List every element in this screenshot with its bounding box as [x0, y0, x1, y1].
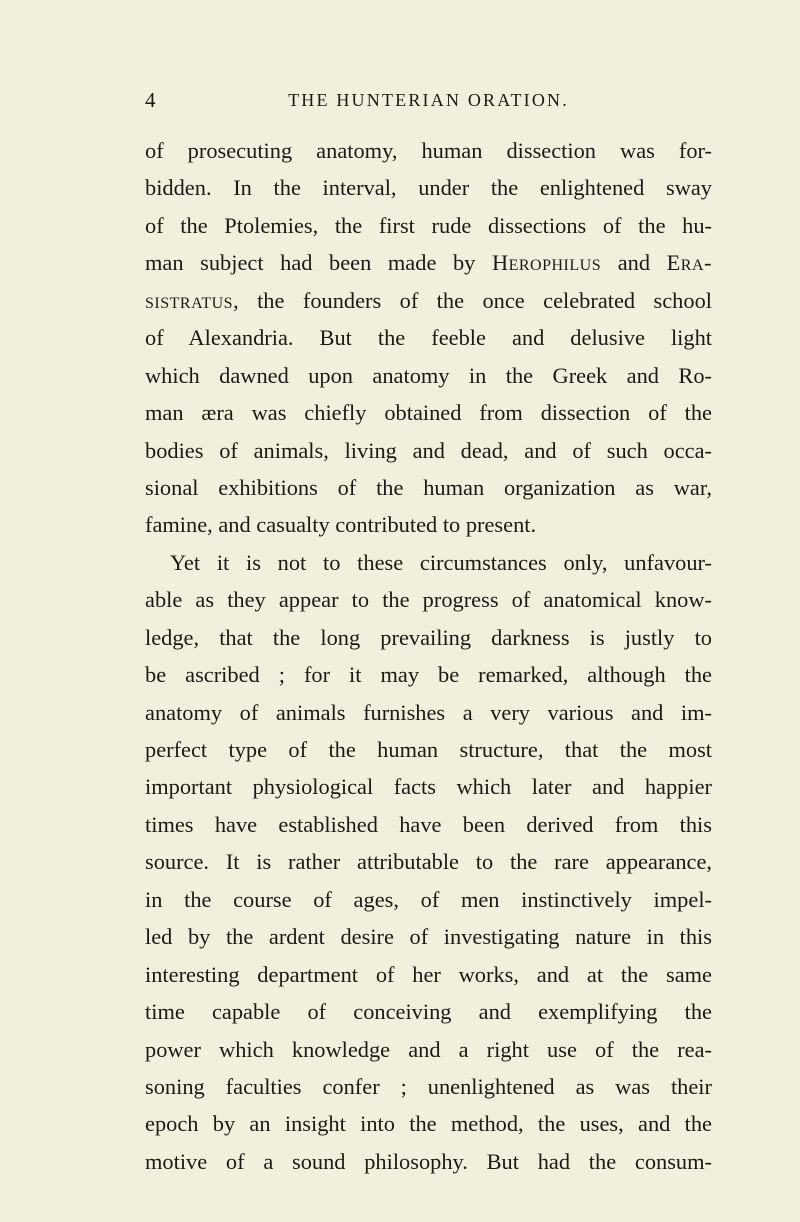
text-line: which dawned upon anatomy in the Greek and Ro-: [145, 362, 712, 388]
text-line: important physiological facts which later and happier: [145, 774, 712, 800]
text-line: soning faculties confer ; unenlightened as was their: [145, 1073, 712, 1099]
text-line: [145, 282, 712, 319]
text-fragment: man subject had been made by: [145, 250, 492, 276]
text-line: in the course of ages, of men instinctively impel-: [145, 886, 712, 912]
text-line: epoch by an insight into the method, the uses, and the: [145, 1111, 712, 1137]
text-line: times have established have been derived from this: [145, 811, 712, 837]
name-herophilus: Herophilus: [491, 250, 602, 276]
text-fragment: , the founders of the once celebrated school: [233, 287, 712, 313]
text-line: anatomy of animals furnishes a very various and im-: [145, 699, 712, 725]
text-line: perfect type of the human structure, that the most: [145, 737, 712, 762]
text-line: ledge, that the long prevailing darkness is justly to: [145, 624, 712, 650]
text-line: sional exhibitions of the human organization as war,: [145, 474, 712, 500]
text-line: bidden. In the interval, under the enlightened sway: [145, 175, 712, 201]
text-line: time capable of conceiving and exemplifying the: [145, 999, 712, 1025]
text-line: man æra was chiefly obtained from dissection of the: [145, 400, 712, 426]
text-line: source. It is rather attributable to the rare appearance,: [145, 849, 712, 875]
text-line: of prosecuting anatomy, human dissection was for-: [145, 138, 712, 163]
page-header: [145, 88, 712, 118]
text-line: power which knowledge and a right use of the rea-: [145, 1036, 712, 1062]
page-number: 4: [145, 88, 156, 112]
name-erasistratus-start: Era-: [666, 250, 712, 276]
text-line: motive of a sound philosophy. But had the consum-: [145, 1148, 712, 1174]
text-line: of Alexandria. But the feeble and delusive light: [145, 325, 712, 351]
text-line: interesting department of her works, and at the same: [145, 961, 712, 987]
name-erasistratus-end: sistratus: [145, 287, 234, 313]
text-line: led by the ardent desire of investigating nature in this: [145, 924, 712, 950]
text-line: [145, 244, 712, 281]
text-fragment: and: [601, 250, 667, 276]
text-line: bodies of animals, living and dead, and of such occa-: [145, 437, 712, 463]
body-text: [145, 132, 712, 1180]
text-line: be ascribed ; for it may be remarked, although the: [145, 662, 712, 688]
paragraph-end-line: famine, and casualty contributed to present.: [145, 512, 537, 538]
paragraph-start-line: Yet it is not to these circumstances only, unfavour-: [170, 549, 712, 575]
text-line: of the Ptolemies, the first rude dissections of the hu-: [145, 212, 712, 238]
text-line: able as they appear to the progress of anatomical know-: [145, 587, 712, 613]
running-title: THE HUNTERIAN ORATION.: [288, 90, 569, 110]
